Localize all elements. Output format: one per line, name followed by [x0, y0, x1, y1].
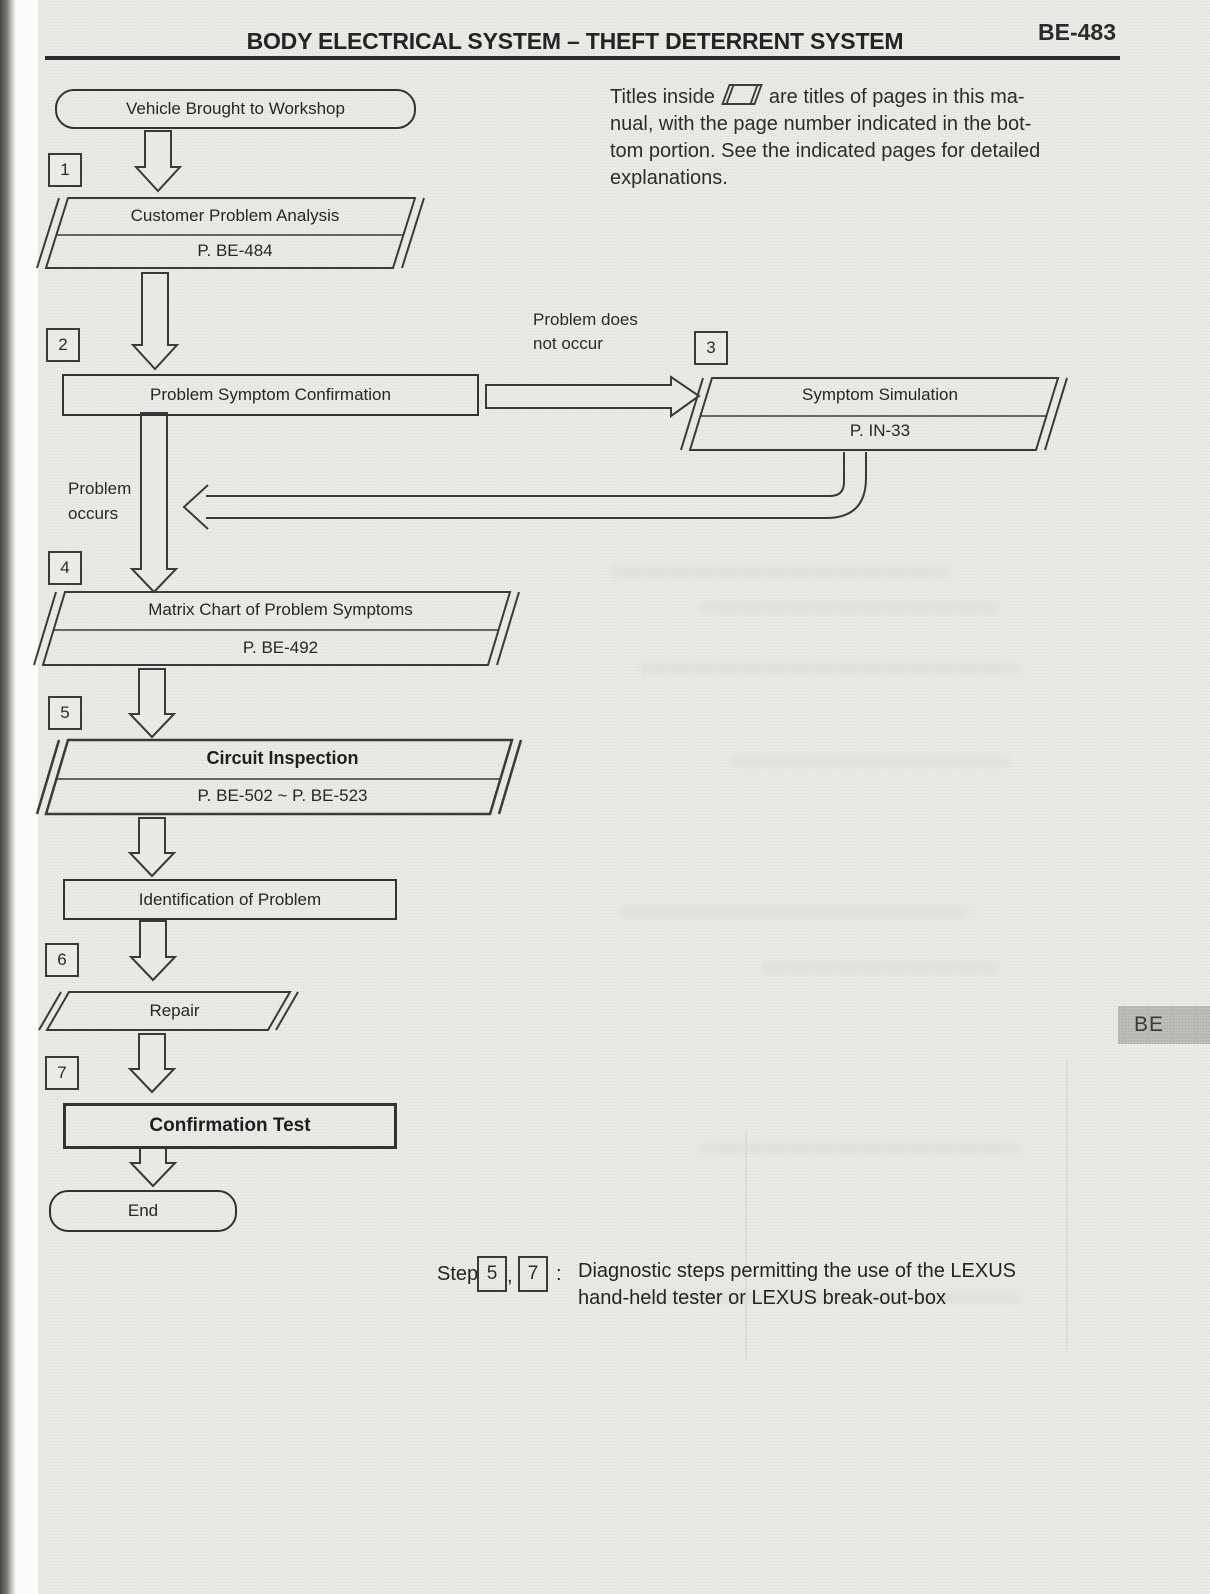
note-line4: explanations. — [610, 167, 728, 189]
arrow-down-6 — [131, 921, 175, 980]
footnote-comma: , — [507, 1265, 513, 1287]
arrow-down-1 — [136, 131, 180, 191]
footnote-desc-line1: Diagnostic steps permitting the use of the LEXUS — [578, 1260, 1017, 1282]
section-side-tab — [1118, 1006, 1210, 1044]
symptom-simulation-title: Symptom Simulation — [802, 385, 958, 404]
arrow-down-8 — [131, 1148, 175, 1186]
return-arrow-shaft-bottom — [206, 452, 866, 518]
step-4-number: 4 — [60, 558, 70, 577]
end-node — [49, 1190, 237, 1232]
step-7-number: 7 — [57, 1063, 67, 1082]
step-1-badge — [48, 153, 82, 187]
problem-symptom-confirmation-label: Problem Symptom Confirmation — [150, 385, 391, 404]
arrow-down-3 — [132, 413, 176, 592]
step-6-badge — [45, 943, 79, 977]
end-node-label: End — [127, 1201, 159, 1220]
step-2-number: 2 — [58, 335, 68, 354]
footnote-colon: : — [556, 1263, 562, 1285]
edge-label-problem-does: Problem does — [533, 310, 638, 329]
circuit-inspection-page: P. BE-502 ~ P. BE-523 — [197, 786, 368, 805]
step-5-number: 5 — [60, 703, 70, 722]
identification-of-problem-node — [63, 879, 397, 920]
arrow-down-4 — [130, 669, 174, 737]
step-7-badge — [45, 1056, 79, 1090]
note-line3: tom portion. See the indicated pages for detailed — [610, 140, 1041, 162]
symptom-simulation-page: P. IN-33 — [849, 421, 911, 440]
arrow-down-2 — [133, 273, 177, 369]
note-before-icon: Titles inside — [610, 86, 715, 108]
page-title: BODY ELECTRICAL SYSTEM – THEFT DETERRENT SYSTEM — [246, 28, 904, 54]
matrix-chart-page: P. BE-492 — [242, 638, 319, 657]
note-line2: nual, with the page number indicated in the bot- — [610, 113, 1032, 135]
repair-label: Repair — [149, 1001, 200, 1020]
section-side-tab-label: BE — [1134, 1013, 1165, 1036]
step-6-number: 6 — [57, 950, 67, 969]
edge-label-not-occur: not occur — [533, 334, 603, 353]
customer-problem-analysis-page: P. BE-484 — [197, 241, 273, 260]
edge-label-occurs: occurs — [68, 504, 119, 523]
step-1-number: 1 — [60, 160, 70, 179]
step-3-badge — [694, 331, 728, 365]
customer-problem-analysis-title: Customer Problem Analysis — [130, 206, 340, 225]
footnote-description — [578, 1258, 1123, 1312]
confirmation-test-node — [63, 1103, 397, 1149]
problem-symptom-confirmation-node — [62, 374, 479, 416]
confirmation-test-label: Confirmation Test — [149, 1115, 311, 1136]
footnote-step-7-number: 7 — [527, 1263, 539, 1284]
step-4-badge — [48, 551, 82, 585]
arrow-right-problem-not-occur — [486, 377, 699, 416]
footnote-step-word: Step — [437, 1263, 479, 1285]
return-arrow-head — [184, 485, 208, 529]
return-arrow-shaft-top — [206, 452, 844, 496]
page-number: BE-483 — [1038, 19, 1116, 45]
arrow-down-7 — [130, 1034, 174, 1092]
start-node — [55, 89, 416, 129]
footnote-step-5-number: 5 — [486, 1263, 498, 1284]
circuit-inspection-title: Circuit Inspection — [206, 748, 359, 768]
note-after-icon: are titles of pages in this ma- — [768, 86, 1025, 108]
matrix-chart-title: Matrix Chart of Problem Symptoms — [148, 600, 413, 619]
footnote-step-5-badge — [477, 1256, 507, 1292]
step-3-number: 3 — [706, 338, 716, 357]
footnote-step-7-badge — [518, 1256, 548, 1292]
start-node-label: Vehicle Brought to Workshop — [126, 99, 345, 118]
step-2-badge — [46, 328, 80, 362]
footnote-desc-line2: hand-held tester or LEXUS break-out-box — [578, 1287, 946, 1309]
edge-label-problem: Problem — [68, 479, 132, 498]
identification-of-problem-label: Identification of Problem — [138, 889, 322, 909]
step-5-badge — [48, 696, 82, 730]
arrow-down-5 — [130, 818, 174, 876]
